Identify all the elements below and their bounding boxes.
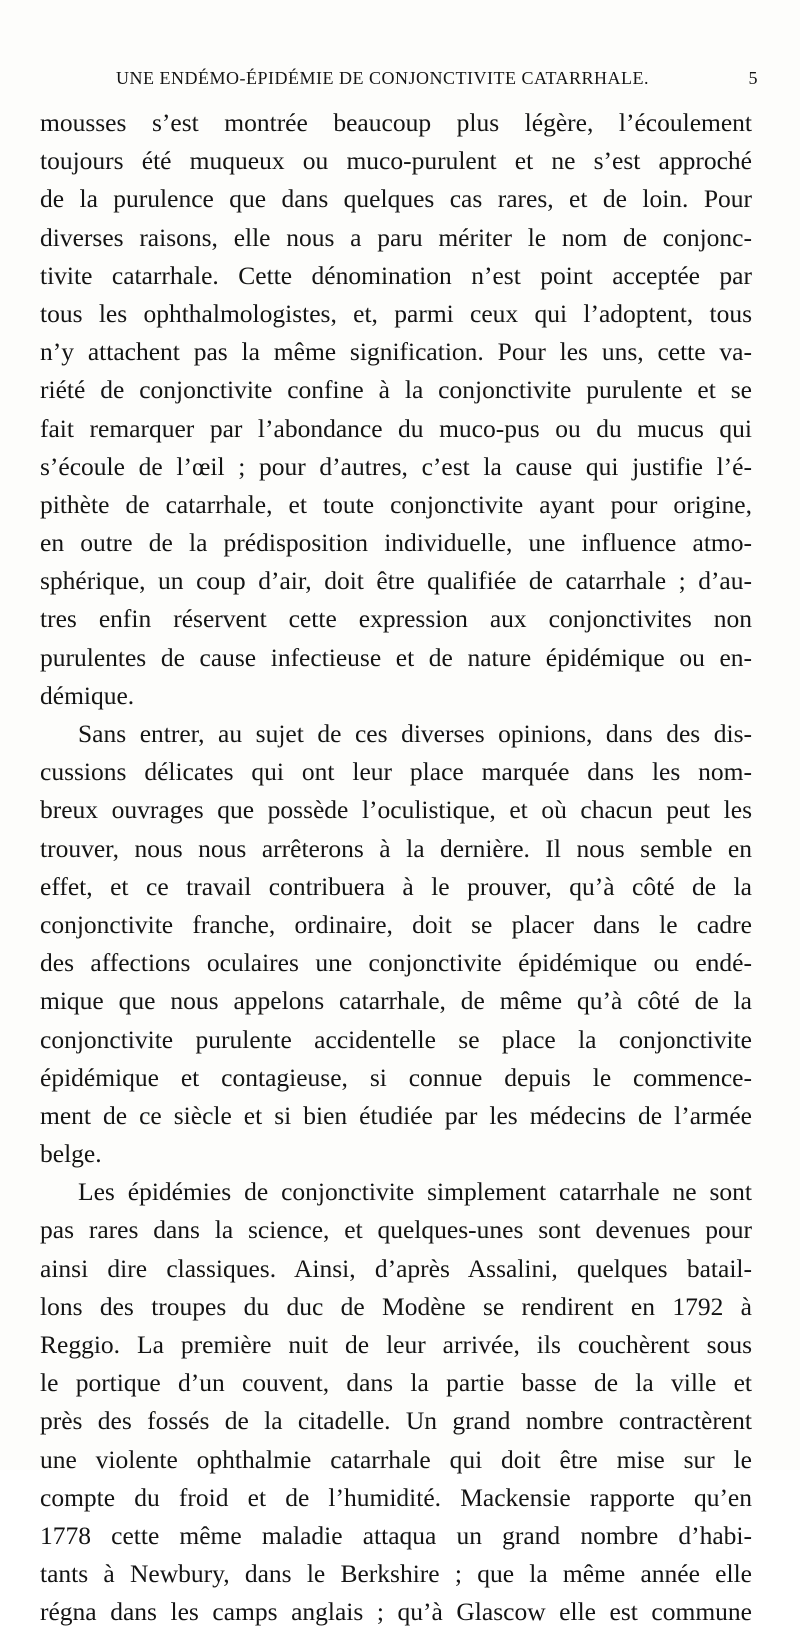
- text-line: près des fossés de la citadelle. Un grand nombre contractèrent: [40, 1406, 752, 1436]
- text-line: s’écoule de l’œil ; pour d’autres, c’est la cause qui justifie l’é-: [40, 451, 752, 481]
- text-line: conjonctivite franche, ordinaire, doit se placer dans le cadre: [40, 909, 752, 939]
- text-line: pithète de catarrhale, et toute conjonctivite ayant pour origine,: [40, 489, 752, 519]
- text-line: purulentes de cause infectieuse et de nature épidémique ou en-: [40, 642, 752, 672]
- text-line: diverses raisons, elle nous a paru mériter le nom de conjonc-: [40, 222, 752, 252]
- running-head: [64, 68, 758, 96]
- text-line: trouver, nous nous arrêterons à la dernière. Il nous semble en: [40, 833, 752, 863]
- text-line: breux ouvrages que possède l’oculistique, et où chacun peut les: [40, 795, 752, 825]
- text-line: pas rares dans la science, et quelques-unes sont devenues pour: [40, 1215, 752, 1245]
- body-text: [40, 104, 752, 1632]
- text-line: Sans entrer, au sujet de ces diverses opinions, dans des dis-: [78, 719, 752, 748]
- text-line: mique que nous appelons catarrhale, de même qu’à côté de la: [40, 986, 752, 1016]
- text-line: 1778 cette même maladie attaqua un grand nombre d’habi-: [40, 1520, 752, 1550]
- text-line: lons des troupes du duc de Modène se rendirent en 1792 à: [40, 1291, 752, 1321]
- text-line: en outre de la prédisposition individuelle, une influence atmo-: [40, 528, 752, 558]
- text-line: conjonctivite purulente accidentelle se place la conjonctivite: [40, 1024, 752, 1054]
- text-line: mousses s’est montrée beaucoup plus légère, l’écoulement: [40, 108, 752, 137]
- text-line: une violente ophthalmie catarrhale qui doit être mise sur le: [40, 1444, 752, 1474]
- text-line: tous les ophthalmologistes, et, parmi ceux qui l’adoptent, tous: [40, 298, 752, 328]
- text-line: n’y attachent pas la même signification. Pour les uns, cette va-: [40, 337, 752, 367]
- running-head-title: UNE ENDÉMO-ÉPIDÉMIE DE CONJONCTIVITE CATARRHALE.: [116, 68, 650, 88]
- text-line: Reggio. La première nuit de leur arrivée, ils couchèrent sous: [40, 1330, 752, 1359]
- text-line: fait remarquer par l’abondance du muco-pus ou du mucus qui: [40, 413, 752, 443]
- text-line: ainsi dire classiques. Ainsi, d’après Assalini, quelques batail-: [40, 1253, 752, 1283]
- text-line: démique.: [40, 680, 135, 710]
- text-line: de la purulence que dans quelques cas rares, et de loin. Pour: [40, 184, 752, 214]
- text-line: régna dans les camps anglais ; qu’à Glascow elle est commune: [40, 1597, 752, 1627]
- text-line: toujours été muqueux ou muco-purulent et ne s’est approché: [40, 146, 752, 176]
- text-line: belge.: [40, 1139, 102, 1169]
- text-line: compte du froid et de l’humidité. Mackensie rapporte qu’en: [40, 1482, 752, 1512]
- page-number: 5: [748, 68, 758, 88]
- text-line: tivite catarrhale. Cette dénomination n’est point acceptée par: [40, 260, 752, 290]
- text-line: effet, et ce travail contribuera à le prouver, qu’à côté de la: [40, 871, 752, 901]
- text-line: Les épidémies de conjonctivite simplement catarrhale ne sont: [78, 1177, 752, 1207]
- text-line: épidémique et contagieuse, si connue depuis le commence-: [40, 1062, 752, 1092]
- text-line: tres enfin réservent cette expression aux conjonctivites non: [40, 604, 752, 634]
- text-line: tants à Newbury, dans le Berkshire ; que la même année elle: [40, 1559, 752, 1589]
- text-line: le portique d’un couvent, dans la partie basse de la ville et: [40, 1368, 752, 1398]
- text-line: sphérique, un coup d’air, doit être qualifiée de catarrhale ; d’au-: [40, 566, 752, 596]
- text-line: ment de ce siècle et si bien étudiée par les médecins de l’armée: [40, 1100, 752, 1130]
- text-line: riété de conjonctivite confine à la conjonctivite purulente et se: [40, 375, 752, 405]
- text-line: cussions délicates qui ont leur place marquée dans les nom-: [40, 757, 752, 787]
- text-line: des affections oculaires une conjonctivite épidémique ou endé-: [40, 948, 752, 978]
